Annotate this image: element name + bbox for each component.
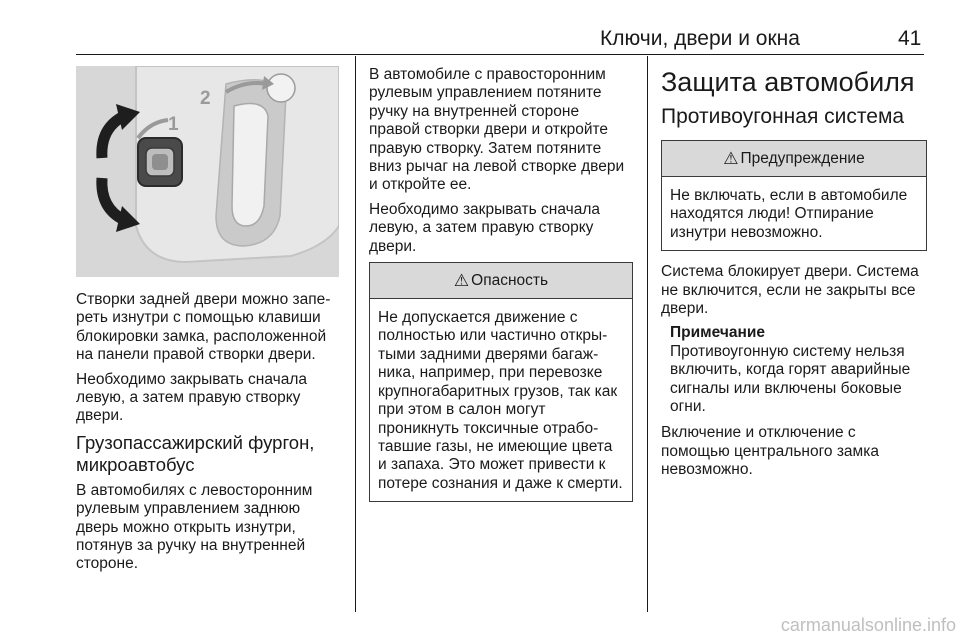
header-rule — [76, 54, 924, 55]
warning-box — [661, 140, 927, 251]
note-title: Примечание — [670, 324, 765, 342]
danger-text: Не допускается движение с полностью или частично откры-тыми задними дверями багаж-ника, например, при перевозке крупногабаритных грузов, так как при этом в салон могут проникнуть токсичные отрабо-тавшие газы, не имеющие цвета и запаха. Это может привести к потере сознания и даже к смерти. — [378, 309, 623, 492]
paragraph: Включение и отключение с помощью центрального замка невозможно. — [661, 424, 879, 479]
warning-box-body — [662, 177, 926, 250]
note-text: Противоугонную систему нельзя включить, когда горят аварийные сигналы или включены боковые огни. — [670, 342, 911, 416]
paragraph: В автомобилях с левосторонним рулевым управлением заднюю дверь можно открыть изнутри, потянув за ручку на внутренней стороне. — [76, 481, 313, 573]
column-1 — [76, 66, 342, 580]
column-3 — [661, 66, 927, 486]
column-divider-2 — [647, 56, 648, 612]
warning-box-title: Предупреждение — [740, 149, 865, 167]
paragraph: Необходимо закрывать сначала левую, а затем правую створку двери. — [76, 370, 307, 425]
section-heading: Грузопассажирский фургон, микроавтобус — [76, 431, 315, 475]
note-block — [661, 324, 927, 416]
chapter-heading: Защита автомобиля — [661, 67, 915, 97]
paragraph: Система блокирует двери. Система не включится, если не закрыты все двери. — [661, 263, 919, 318]
danger-box-header — [370, 263, 632, 299]
warning-box-header — [662, 141, 926, 177]
running-header-title: Ключи, двери и окна — [600, 27, 800, 50]
rear-door-lock-illustration — [76, 66, 339, 277]
column-2 — [369, 66, 633, 514]
danger-box-body — [370, 299, 632, 501]
paragraph: Необходимо закрывать сначала левую, а затем правую створку двери. — [369, 200, 600, 255]
page-number: 41 — [898, 27, 922, 50]
warning-triangle-icon: ⚠ — [453, 271, 470, 291]
subchapter-heading: Противоугонная система — [661, 105, 905, 128]
column-divider-1 — [355, 56, 356, 612]
warning-triangle-icon: ⚠ — [723, 149, 739, 168]
danger-box — [369, 262, 633, 502]
illustration-svg — [76, 66, 339, 277]
paragraph: Створки задней двери можно запе-реть изнутри с помощью клавиши блокировки замка, расположенной на панели правой створки двери. — [76, 291, 331, 364]
danger-box-title: Опасность — [471, 271, 549, 289]
figure-label-2: 2 — [200, 88, 211, 109]
paragraph: В автомобиле с правосторонним рулевым управлением потяните ручку на внутренней стороне правой створки двери и откройте правую створку. Затем потяните вниз рычаг на левой створке двери и откройте ее. — [369, 66, 625, 194]
warning-text: Не включать, если в автомобиле находятся люди! Отпирание изнутри невозможно. — [670, 187, 908, 241]
figure-label-1: 1 — [168, 114, 179, 135]
watermark: carmanualsonline.info — [780, 615, 956, 635]
